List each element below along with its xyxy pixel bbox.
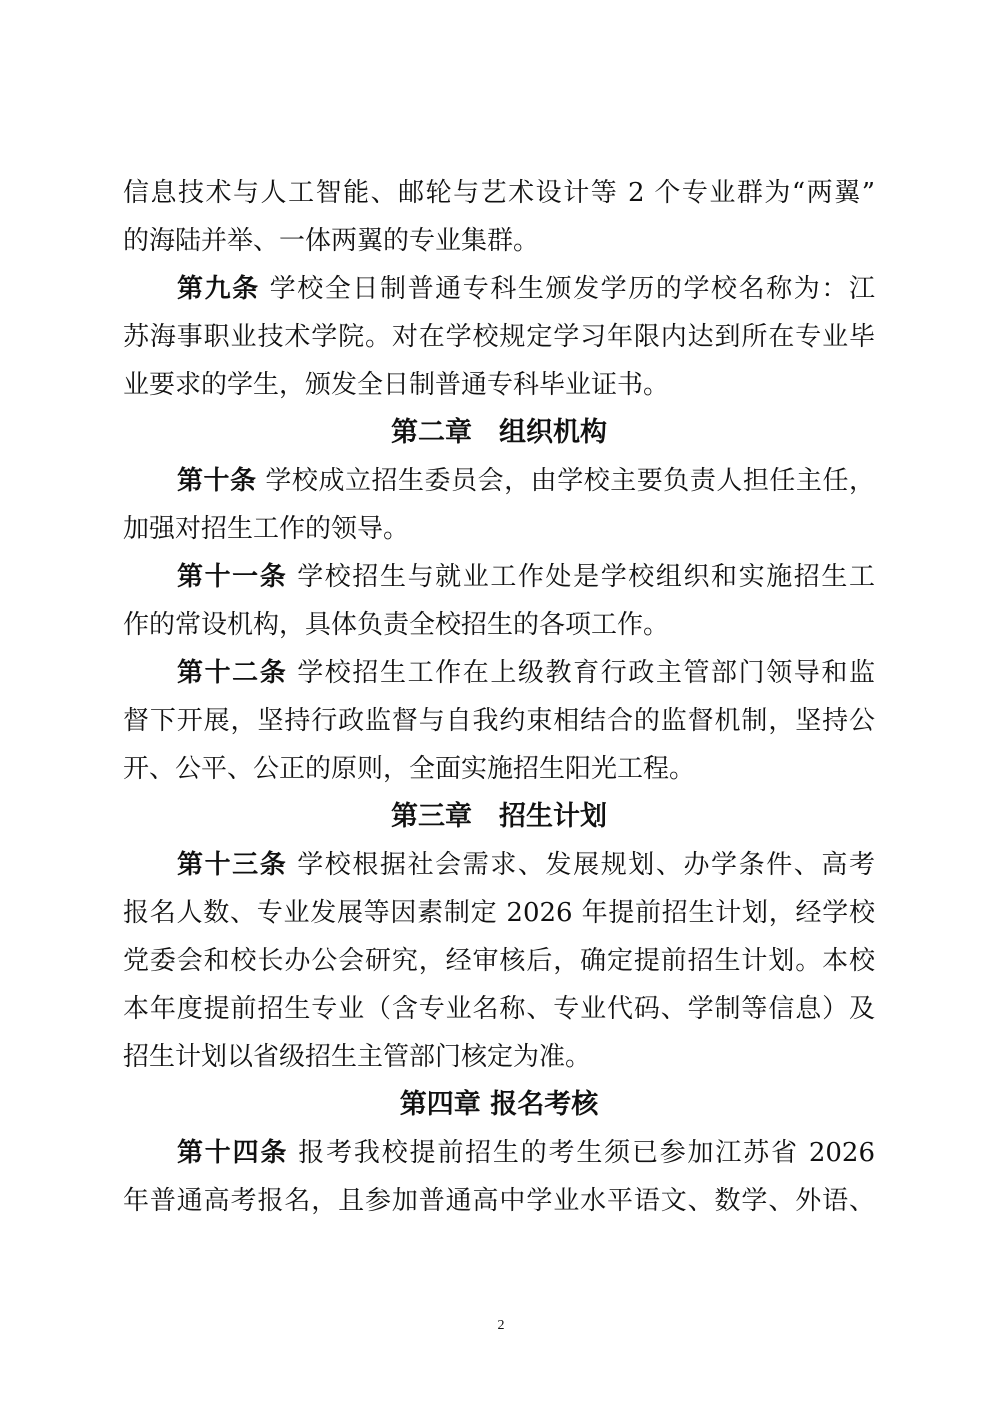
article-text: 学校全日制普通专科生颁发学历的学校名称为：江	[269, 274, 875, 304]
article-label: 第九条	[177, 274, 260, 304]
body-line: 苏海事职业技术学院。对在学校规定学习年限内达到所在专业毕	[123, 322, 875, 352]
body-line: 开、公平、公正的原则，全面实施招生阳光工程。	[123, 754, 696, 784]
article-12	[177, 649, 875, 697]
body-line: 作的常设机构，具体负责全校招生的各项工作。	[123, 610, 670, 640]
article-9	[177, 265, 875, 313]
body-line: 督下开展，坚持行政监督与自我约束相结合的监督机制，坚持公	[123, 706, 875, 736]
article-label: 第十条	[177, 466, 257, 496]
article-text: 学校成立招生委员会，由学校主要负责人担任主任，	[265, 466, 875, 496]
article-text: 学校招生工作在上级教育行政主管部门领导和监	[297, 658, 875, 688]
article-text: 学校招生与就业工作处是学校组织和实施招生工	[297, 562, 875, 592]
body-line: 年普通高考报名，且参加普通高中学业水平语文、数学、外语、	[123, 1186, 875, 1216]
article-13	[177, 841, 875, 889]
body-line: 招生计划以省级招生主管部门核定为准。	[123, 1042, 592, 1072]
article-14	[177, 1129, 875, 1177]
body-line: 本年度提前招生专业（含专业名称、专业代码、学制等信息）及	[123, 994, 875, 1024]
chapter-heading: 第二章 组织机构	[391, 417, 607, 448]
article-label: 第十四条	[177, 1138, 289, 1168]
body-line: 党委会和校长办公会研究，经审核后，确定提前招生计划。本校	[123, 946, 875, 976]
body-line: 业要求的学生，颁发全日制普通专科毕业证书。	[123, 370, 670, 400]
body-line: 信息技术与人工智能、邮轮与艺术设计等 2 个专业群为“两翼”	[123, 178, 875, 208]
article-label: 第十一条	[177, 562, 288, 592]
body-line: 的海陆并举、一体两翼的专业集群。	[123, 226, 540, 256]
article-11	[177, 553, 875, 601]
article-10	[177, 457, 875, 505]
article-label: 第十三条	[177, 850, 288, 880]
chapter-heading: 第四章 报名考核	[399, 1089, 599, 1120]
body-line: 加强对招生工作的领导。	[123, 514, 410, 544]
article-text: 学校根据社会需求、发展规划、办学条件、高考	[297, 850, 875, 880]
body-line: 报名人数、专业发展等因素制定 2026 年提前招生计划，经学校	[123, 898, 875, 928]
chapter-heading: 第三章 招生计划	[391, 801, 607, 832]
page-number: 2	[497, 1318, 505, 1333]
article-text: 报考我校提前招生的考生须已参加江苏省 2026	[298, 1138, 875, 1168]
article-label: 第十二条	[177, 658, 288, 688]
